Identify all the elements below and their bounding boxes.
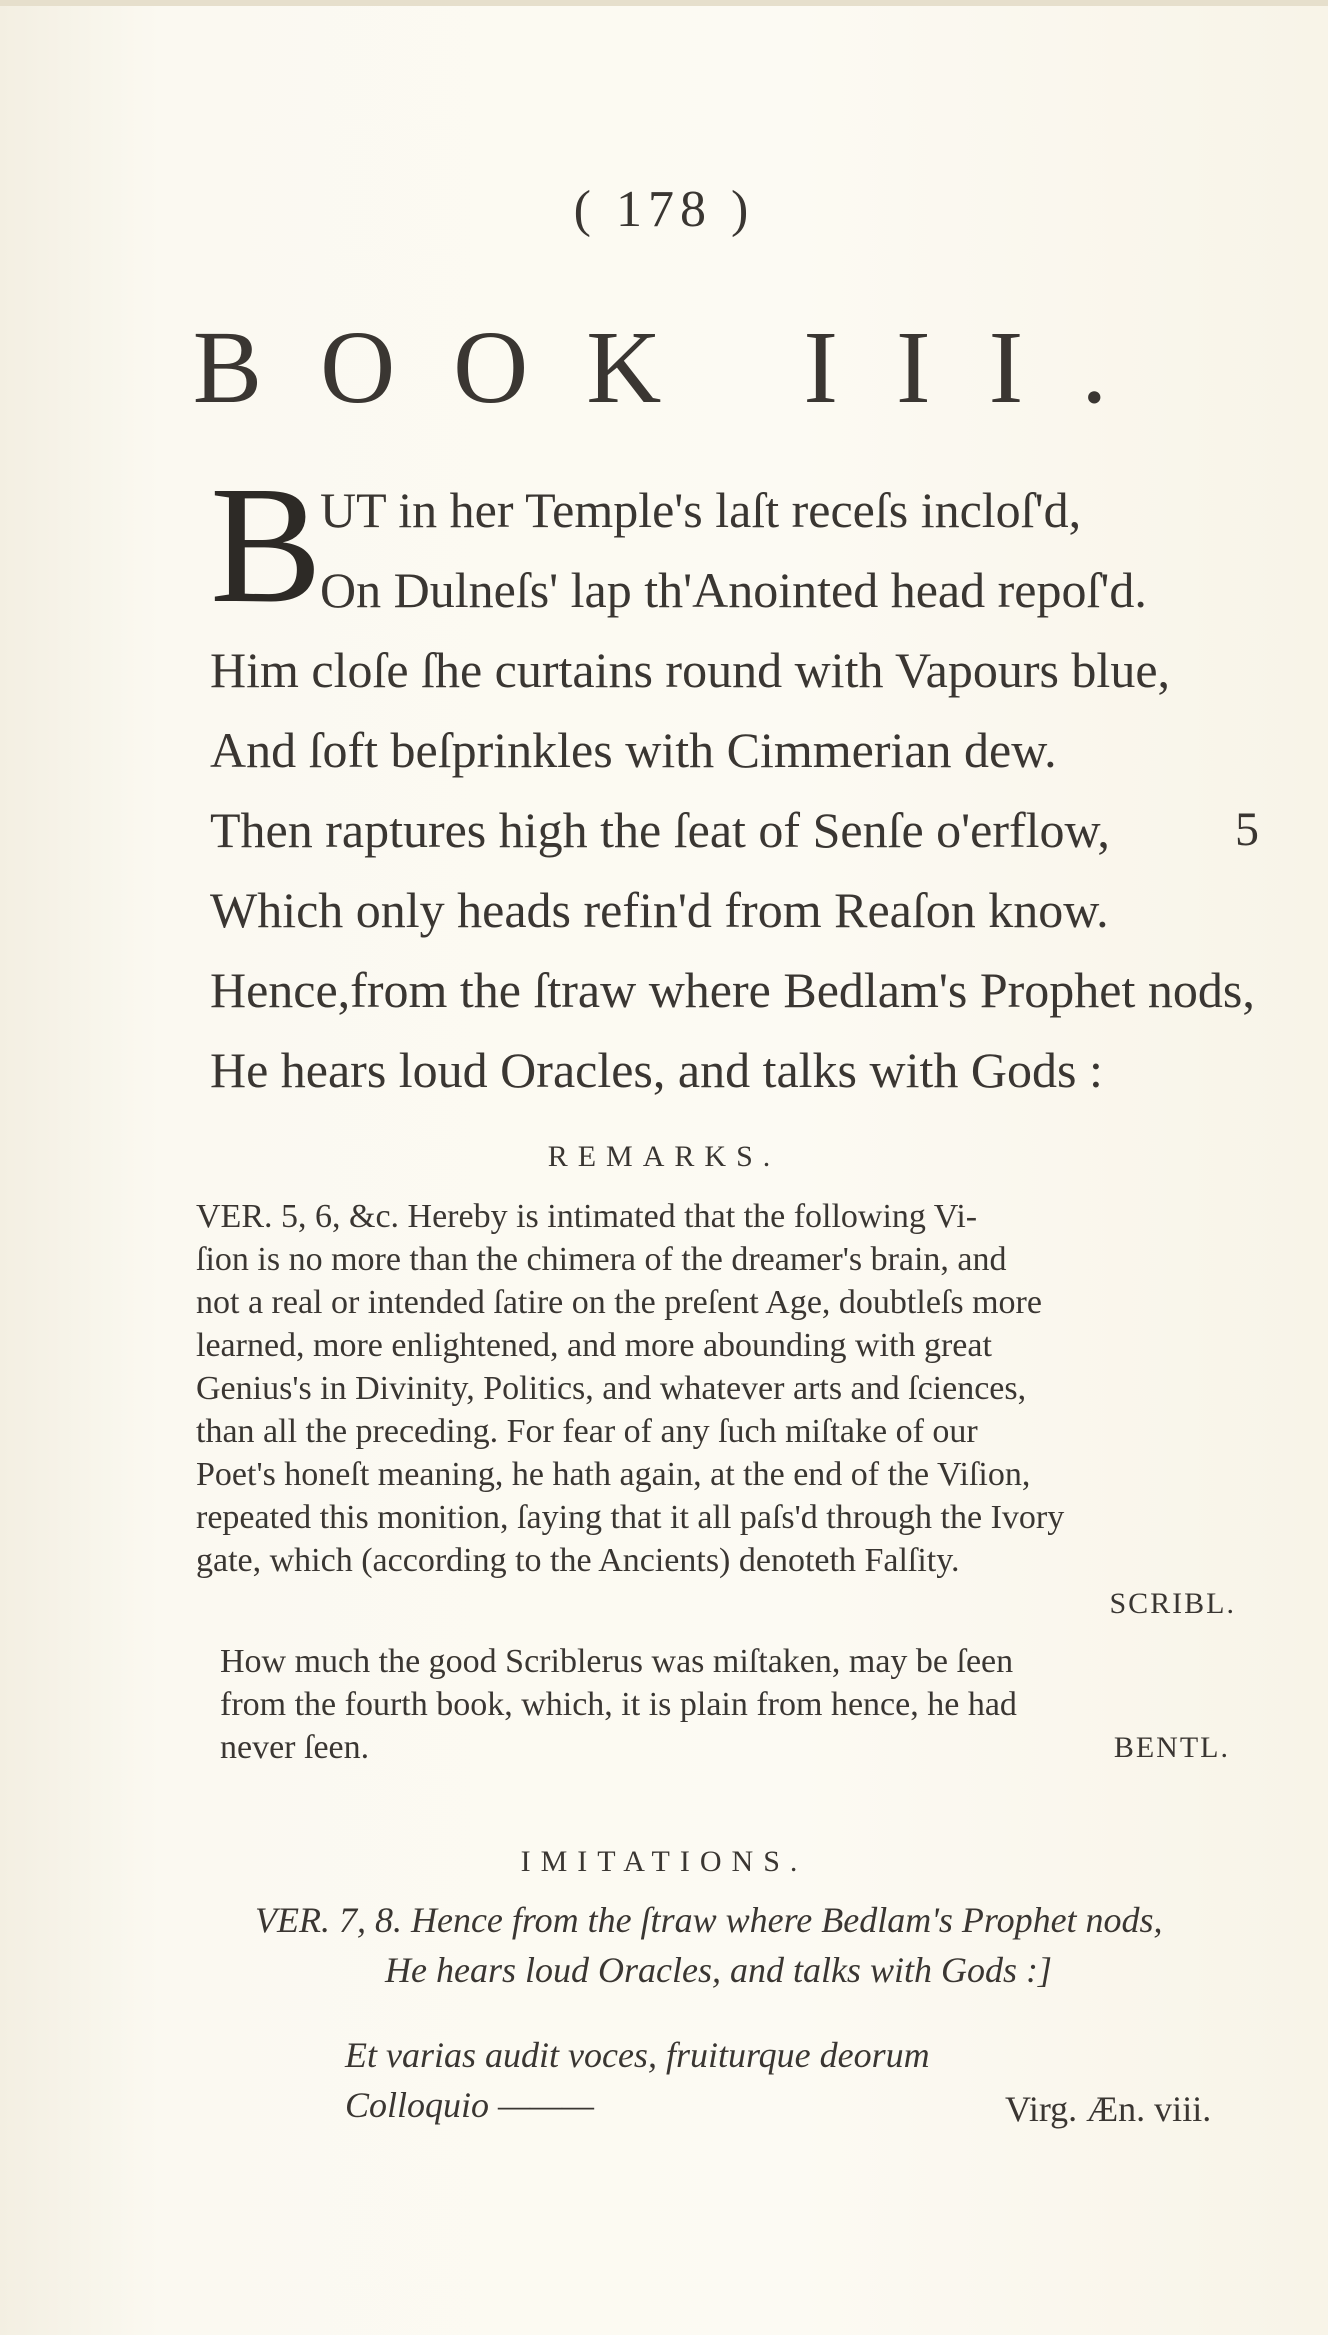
poem-line: And ſoft beſprinkles with Cimmerian dew. [210, 722, 1057, 778]
latin-line-text: Colloquio ——— [345, 2085, 595, 2125]
note-line [220, 1726, 1260, 1769]
book-title: BOOK III. [192, 310, 1166, 425]
latin-line: Et varias audit voces, fruiturque deorum [345, 2035, 930, 2075]
latin-line [345, 2080, 1275, 2130]
poem [210, 452, 1270, 1110]
note-line: learned, more enlightened, and more abounding with great [196, 1327, 992, 1364]
poem-line [210, 790, 1270, 870]
note-line: How much the good Scriblerus was miſtaken, may be ſeen [220, 1643, 1014, 1680]
poem-line: Which only heads refin'd from Reaſon know. [210, 882, 1109, 938]
note-line: ſion is no more than the chimera of the dreamer's brain, and [196, 1241, 1007, 1278]
note-line: not a real or intended ſatire on the preſent Age, doubtleſs more [196, 1284, 1042, 1321]
drop-cap: B [210, 452, 323, 638]
poem-line: He hears loud Oracles, and talks with Gods : [210, 1042, 1103, 1098]
poem-line-text: Then raptures high the ſeat of Senſe o'erflow, [210, 802, 1110, 858]
note-line: Poet's honeſt meaning, he hath again, at the end of the Viſion, [196, 1456, 1031, 1493]
note-line: repeated this monition, ſaying that it all paſs'd through the Ivory [196, 1499, 1065, 1536]
remark-bentley [220, 1640, 1260, 1769]
poem-line: UT in her Temple's laſt receſs incloſ'd, [320, 482, 1082, 538]
signature-bentl: BENTL. [1113, 1731, 1230, 1764]
citation: Virg. Æn. viii. [1005, 2089, 1212, 2129]
note-line: gate, which (according to the Ancients) denoteth Falſity. [196, 1542, 960, 1579]
page-top-edge [0, 0, 1328, 6]
latin-quotation [345, 2030, 1275, 2130]
poem-line: On Dulneſs' lap th'Anointed head repoſ'd. [320, 562, 1147, 618]
imitation-verse [255, 1895, 1265, 1995]
imitations-heading: IMITATIONS. [520, 1845, 808, 1878]
imitation-line: He hears loud Oracles, and talks with Gods :] [385, 1950, 1052, 1990]
note-line: VER. 5, 6, &c. Hereby is intimated that the following Vi- [196, 1198, 978, 1235]
note-line: Genius's in Divinity, Politics, and whatever arts and ſciences, [196, 1370, 1027, 1407]
poem-line: Him cloſe ſhe curtains round with Vapours blue, [210, 642, 1171, 698]
note-line-text: never ſeen. [220, 1729, 370, 1766]
signature-scribl: SCRIBL. [1109, 1587, 1236, 1620]
remark-scriblerus [196, 1195, 1266, 1625]
remarks-heading: REMARKS. [547, 1140, 781, 1173]
poem-line: Hence,from the ſtraw where Bedlam's Prophet nods, [210, 962, 1255, 1018]
page-number: ( 178 ) [573, 181, 755, 238]
note-line: from the fourth book, which, it is plain from hence, he had [220, 1686, 1017, 1723]
imitation-line: VER. 7, 8. Hence from the ſtraw where Bedlam's Prophet nods, [255, 1900, 1163, 1940]
line-number: 5 [1235, 803, 1259, 856]
note-line: than all the preceding. For fear of any ſuch miſtake of our [196, 1413, 978, 1450]
